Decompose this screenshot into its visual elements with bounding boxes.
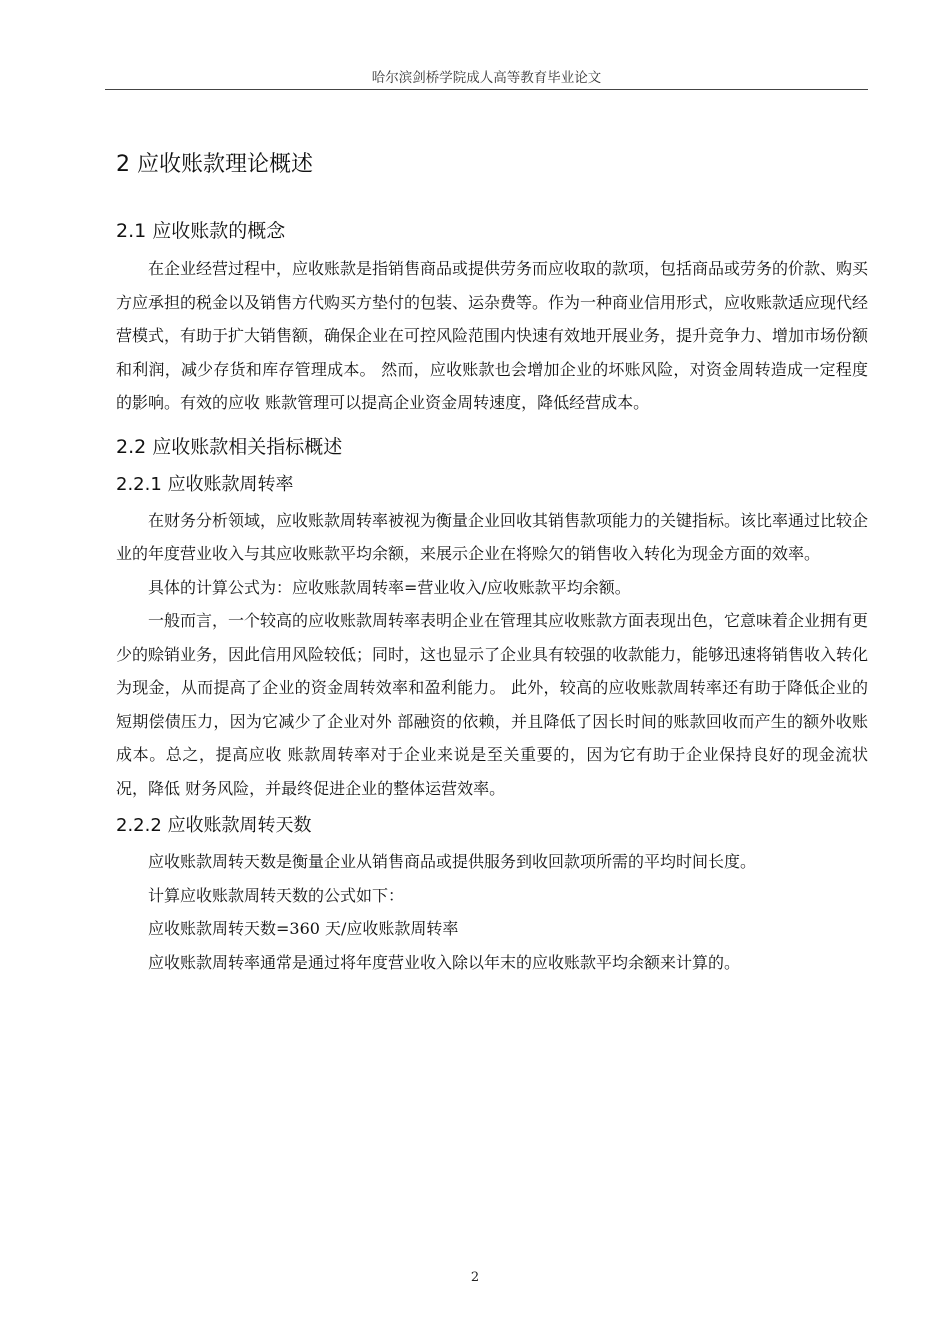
paragraph-turnover-definition: 在财务分析领域，应收账款周转率被视为衡量企业回收其销售款项能力的关键指标。该比率通过比较企业的年度营业收入与其应收账款平均余额，来展示企业在将赊欠的销售收入转化为现金方面的效率。	[116, 510, 869, 563]
paragraph-days-note: 应收账款周转率通常是通过将年度营业收入除以年末的应收账款平均余额来计算的。	[148, 952, 741, 972]
paragraph-days-formula-intro: 计算应收账款周转天数的公式如下：	[148, 885, 405, 905]
paragraph-2-1-concept: 在企业经营过程中，应收账款是指销售商品或提供劳务而应收取的款项，包括商品或劳务的价款、购买方应承担的税金以及销售方代购买方垫付的包装、运杂费等。作为一种商业信用形式，应收账款适应现代经营模式，有助于扩大销售额，确保企业在可控风险范围内快速有效地开展业务，提升竞争力、增加市场份额和利润，减少存货和库存管理成本。 然而，应收账款也会增加企业的坏账风险，对资金周转造成一定程度的影响。有效的应收 账款管理可以提高企业资金周转速度，降低经营成本。	[116, 259, 869, 412]
section-title-2-1: 2.1 应收账款的概念	[116, 220, 286, 242]
paragraph-turnover-formula: 具体的计算公式为：应收账款周转率=营业收入/应收账款平均余额。	[148, 577, 631, 597]
section-title-2-2-1: 2.2.1 应收账款周转率	[116, 473, 294, 495]
page-content	[116, 140, 868, 979]
chapter-title: 2 应收账款理论概述	[116, 152, 313, 177]
header-rule	[105, 89, 868, 90]
paragraph-days-definition: 应收账款周转天数是衡量企业从销售商品或提供服务到收回款项所需的平均时间长度。	[148, 852, 757, 871]
running-header: 哈尔滨剑桥学院成人高等教育毕业论文	[371, 70, 602, 86]
paragraph-days-formula: 应收账款周转天数=360 天/应收账款周转率	[148, 919, 459, 938]
paragraph-turnover-analysis: 一般而言，一个较高的应收账款周转率表明企业在管理其应收账款方面表现出色，它意味着企业拥有更少的赊销业务，因此信用风险较低；同时，这也显示了企业具有较强的收款能力，能够迅速将销售收入转化为现金，从而提高了企业的资金周转效率和盈利能力。 此外，较高的应收账款周转率还有助于降低企业的短期偿债压力，因为它减少了企业对外 部融资的依赖，并且降低了因长时间的账款回收而产生的额外收账成本。总之，提高应收 账款周转率对于企业来说是至关重要的，因为它有助于企业保持良好的现金流状况，降低 财务风险，并最终促进企业的整体运营效率。	[116, 611, 869, 798]
section-title-2-2: 2.2 应收账款相关指标概述	[116, 435, 343, 458]
section-title-2-2-2: 2.2.2 应收账款周转天数	[116, 815, 312, 836]
page-number: 2	[470, 1270, 480, 1285]
